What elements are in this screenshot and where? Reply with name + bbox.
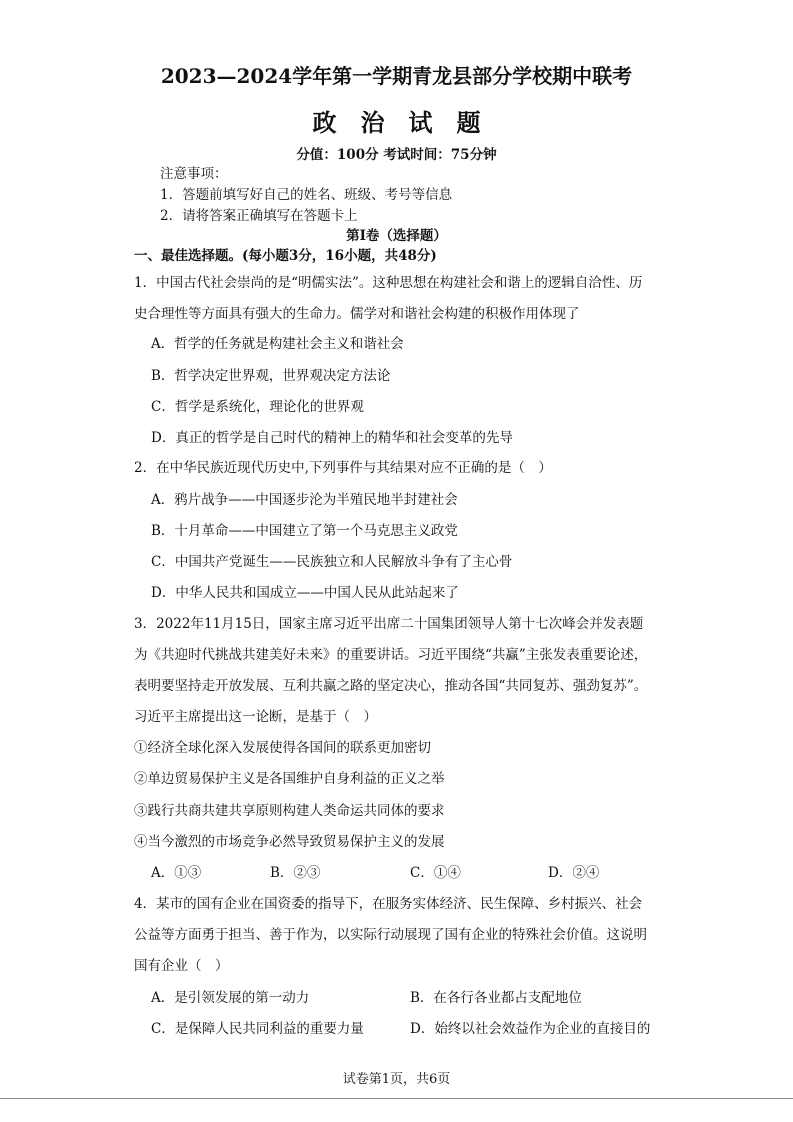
notes-heading: 注意事项： (160, 166, 228, 182)
question-4-option-a: A．是引领发展的第一动力 (151, 990, 310, 1006)
note-item: 2．请将答案正确填写在答题卡上 (160, 208, 358, 224)
question-3-option-d: D．②④ (548, 865, 600, 881)
question-3-item: ③践行共商共建共享原则构建人类命运共同体的要求 (134, 803, 445, 819)
question-2-option-a: A．鸦片战争——中国逐步沦为半殖民地半封建社会 (151, 492, 458, 508)
question-4-option-d: D．始终以社会效益作为企业的直接目的 (410, 1021, 651, 1037)
exam-title: 2023—2024学年第一学期青龙县部分学校期中联考 (160, 64, 633, 88)
question-1-stem: 史合理性等方面具有强大的生命力。儒学对和谐社会构建的积极作用体现了 (134, 306, 580, 322)
subject-title: 政 治 试 题 (312, 108, 481, 137)
question-3-option-c: C．①④ (410, 865, 461, 881)
volume-heading: 第Ⅰ卷（选择题） (346, 228, 447, 244)
note-item: 1．答题前填写好自己的姓名、班级、考号等信息 (160, 187, 453, 203)
question-3-item: ④当今激烈的市场竞争必然导致贸易保护主义的发展 (134, 834, 445, 850)
question-3-stem: 为《共迎时代挑战共建美好未来》的重要讲话。习近平围绕“共赢”主张发表重要论述， (134, 647, 648, 663)
question-1-option-c: C．哲学是系统化，理论化的世界观 (151, 399, 364, 415)
bottom-divider (0, 1098, 793, 1099)
question-3-option-b: B．②③ (270, 865, 321, 881)
question-2-option-c: C．中国共产党诞生——民族独立和人民解放斗争有了主心骨 (151, 554, 513, 570)
question-2-stem: 2．在中华民族近现代历史中,下列事件与其结果对应不正确的是（ ） (134, 460, 552, 476)
question-3-stem: 表明要坚持走开放发展、互利共赢之路的坚定决心，推动各国“共同复苏、强劲复苏”。 (134, 678, 648, 694)
section-heading: 一、最佳选择题。(每小题3分，16小题，共48分) (134, 248, 437, 264)
question-4-option-b: B．在各行各业都占支配地位 (410, 990, 582, 1006)
question-4-stem: 4．某市的国有企业在国资委的指导下，在服务实体经济、民生保障、乡村振兴、社会 (134, 896, 643, 912)
question-1-option-b: B．哲学决定世界观，世界观决定方法论 (151, 368, 391, 384)
question-3-stem: 习近平主席提出这一论断，是基于（ ） (134, 709, 377, 725)
question-4-stem: 公益等方面勇于担当、善于作为，以实际行动展现了国有企业的特殊社会价值。这说明 (134, 927, 647, 943)
question-1-stem: 1．中国古代社会崇尚的是“明儒实法”。这种思想在构建社会和谐上的逻辑自洽性、历 (134, 275, 643, 291)
question-2-option-d: D．中华人民共和国成立——中国人民从此站起来了 (151, 585, 459, 601)
question-3-item: ②单边贸易保护主义是各国维护自身利益的正义之举 (134, 771, 445, 787)
question-1-option-a: A．哲学的任务就是构建社会主义和谐社会 (151, 336, 404, 352)
score-time: 分值：100分 考试时间：75分钟 (296, 147, 497, 163)
question-1-option-d: D．真正的哲学是自己时代的精神上的精华和社会变革的先导 (151, 430, 513, 446)
question-4-option-c: C．是保障人民共同利益的重要力量 (151, 1021, 364, 1037)
question-3-item: ①经济全球化深入发展使得各国间的联系更加密切 (134, 740, 431, 756)
page-footer: 试卷第1页，共6页 (342, 1072, 451, 1087)
question-3-stem: 3．2022年11月15日，国家主席习近平出席二十国集团领导人第十七次峰会并发表题 (134, 616, 644, 632)
question-2-option-b: B．十月革命——中国建立了第一个马克思主义政党 (151, 523, 458, 539)
question-4-stem: 国有企业（ ） (134, 958, 229, 974)
question-3-option-a: A．①③ (151, 865, 202, 881)
